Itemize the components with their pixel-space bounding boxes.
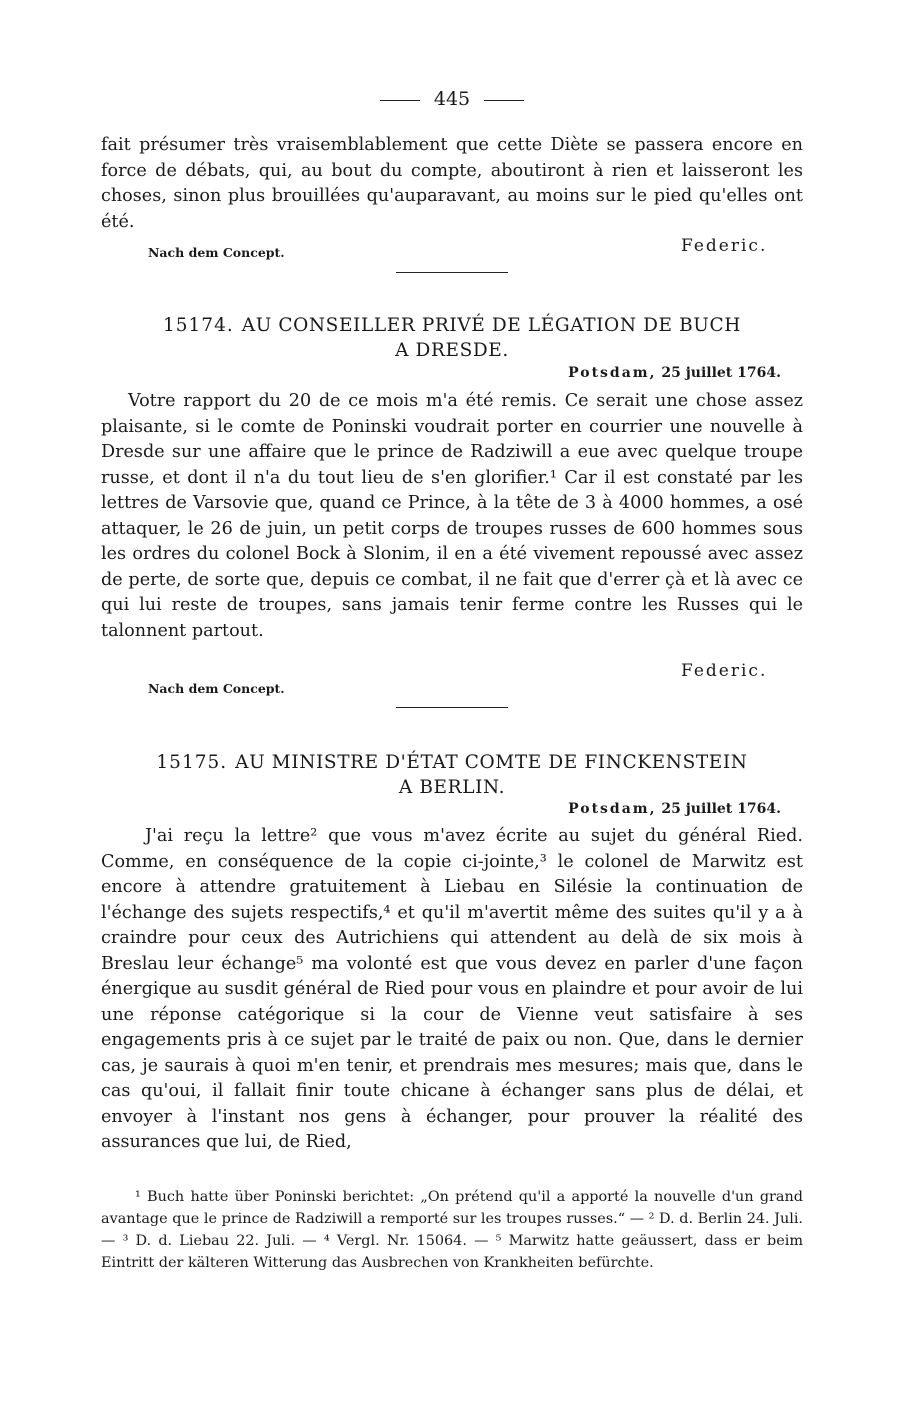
- letter-15175-place: Potsdam,: [568, 801, 657, 817]
- letter-15175-heading-line2: A BERLIN.: [398, 777, 506, 798]
- letter-15175-date: 25 juillet 1764.: [661, 801, 781, 817]
- section-divider: [396, 707, 508, 708]
- letter-15175-number: 15175.: [156, 752, 228, 773]
- letter-15175-dateline: [568, 801, 781, 817]
- letter-15174-heading: [101, 313, 803, 363]
- intro-paragraph: fait présumer très vraisemblablement que cette Diète se passera encore en force de débats, qui, au bout du compte, aboutiront à rien et laisseront les choses, sinon plus brouillées qu'auparavant, au moins sur le pied qu'elles ont été.: [101, 135, 803, 232]
- letter-15174-place: Potsdam,: [568, 365, 657, 381]
- page-number: 445: [433, 88, 471, 110]
- letter-15174-number: 15174.: [163, 315, 234, 336]
- letter-15174-signature: Federic.: [681, 661, 768, 681]
- page-number-header: [101, 88, 803, 110]
- footnotes: ¹ Buch hatte über Poninski berichtet: „On prétend qu'il a apporté la nouvelle d'un grand avantage que le prince de Radziwill a remporté sur les troupes russes.“ — ² D. d. Berlin 24. Juli. — ³ D. d. Liebau 22. Juli. — ⁴ Vergl. Nr. 15064. — ⁵ Marwitz hatte geäussert, dass er beim Eintritt der kälteren Witterung das Ausbrechen von Krankheiten befürchte.: [101, 1189, 803, 1271]
- letter-15175-heading: [101, 750, 803, 800]
- intro-source-note: Nach dem Concept.: [148, 245, 285, 260]
- letter-15174-dateline: [568, 365, 781, 381]
- letter-15174-heading-line1: AU CONSEILLER PRIVÉ DE LÉGATION DE BUCH: [241, 315, 741, 336]
- header-dash-left: [380, 100, 420, 101]
- letter-15174-heading-line2: A DRESDE.: [395, 340, 509, 361]
- header-dash-right: [484, 100, 524, 101]
- letter-15174-source-note: Nach dem Concept.: [148, 681, 285, 696]
- letter-15174-body: Votre rapport du 20 de ce mois m'a été remis. Ce serait une chose assez plaisante, si le comte de Poninski voudrait porter en courrier une nouvelle à Dresde sur une affaire que le prince de Radziwill a eue avec quelque troupe russe, et dont il n'a du tout lieu de s'en glorifier.¹ Car il est constaté par les lettres de Varsovie que, quand ce Prince, à la tête de 3 à 4000 hommes, a osé attaquer, le 26 de juin, un petit corps de troupes russes de 600 hommes sous les ordres du colonel Bock à Slonim, il en a été vivement repoussé avec assez de perte, de sorte que, depuis ce combat, il ne fait que d'errer çà et là avec ce qui lui reste de troupes, sans jamais tenir ferme contre les Russes qui le talonnent partout.: [101, 391, 803, 641]
- letter-15174-date: 25 juillet 1764.: [661, 365, 781, 381]
- letter-15175-heading-line1: AU MINISTRE D'ÉTAT COMTE DE FINCKENSTEIN: [235, 752, 748, 773]
- letter-15175-body: J'ai reçu la lettre² que vous m'avez écrite au sujet du général Ried. Comme, en conséquence de la copie ci-jointe,³ le colonel de Marwitz est encore à attendre gratuitement à Liebau en Silésie la continuation de l'échange des sujets respectifs,⁴ et qu'il m'avertit même des suites qu'il y a à craindre pour ceux des Autrichiens qui attendent au delà de six mois à Breslau leur échange⁵ ma volonté est que vous devez en parler d'une façon énergique au susdit général de Ried pour vous en plaindre et pour avoir de lui une réponse catégorique si la cour de Vienne veut satisfaire à ses engagements pris à ce sujet par le traité de paix ou non. Que, dans le dernier cas, je saurais à quoi m'en tenir, et prendrais mes mesures; mais que, dans le cas qu'oui, il fallait finir toute chicane à échanger sans plus de délai, et envoyer à l'instant nos gens à échanger, pour prouver la réalité des assurances que lui, de Ried,: [101, 826, 803, 1152]
- section-divider: [396, 272, 508, 273]
- intro-signature: Federic.: [681, 236, 768, 256]
